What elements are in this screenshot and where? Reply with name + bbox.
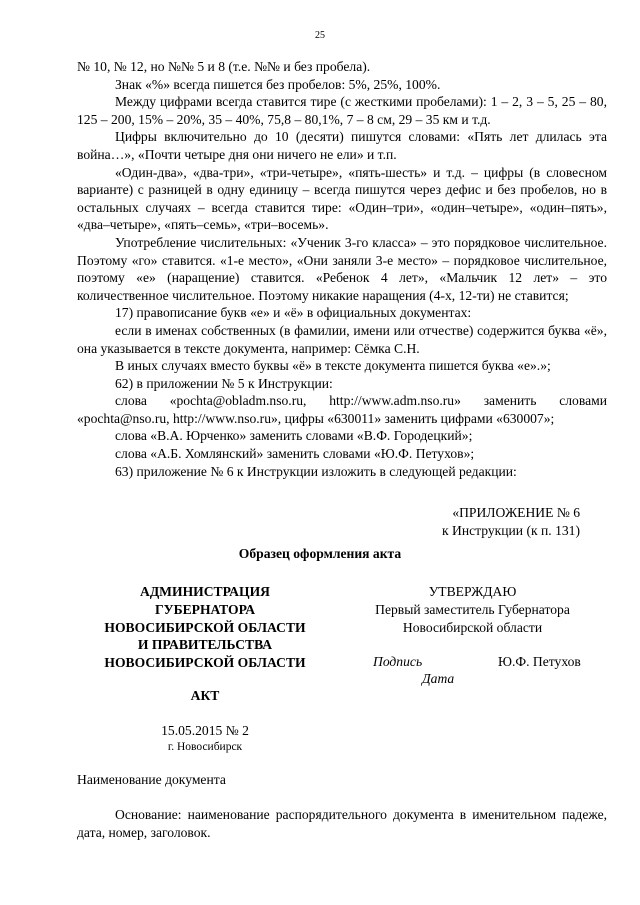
act-city: г. Новосибирск: [167, 741, 243, 753]
appendix-heading: [420, 504, 580, 539]
paragraph: Между цифрами всегда ставится тире (с жесткими пробелами): 1 – 2, 3 – 5, 25 – 80, 125 – 200, 15% – 20%, 35 – 40%, 75,8 – 80,1%, 7 – 8 см, 29 – 35 км и т.д.: [77, 94, 607, 127]
paragraph: «Один-два», «два-три», «три-четыре», «пять-шесть» и т.д. – цифры (в словесном варианте) с разницей в одну единицу – всегда пишутся через дефис и без пробелов, но в остальных случаях – всегда ставится тире: «Один–три», «один–четыре», «один–пять», «два–четыре», «пять–семь», «три–восемь».: [77, 164, 607, 233]
basis-paragraph: Основание: наименование распорядительного документа в именительном падеже, дата, номер, заголовок.: [77, 807, 607, 840]
org-line: НОВОСИБИРСКОЙ ОБЛАСТИ: [104, 655, 306, 671]
paragraph: слова «А.Б. Хомлянский» заменить словами «Ю.Ф. Петухов»;: [115, 446, 475, 462]
appendix-reference: к Инструкции (к п. 131): [442, 522, 580, 538]
paragraph: Знак «%» всегда пишется без пробелов: 5%, 25%, 100%.: [115, 76, 441, 92]
appendix-title: «ПРИЛОЖЕНИЕ № 6: [452, 505, 580, 520]
org-line: И ПРАВИТЕЛЬСТВА: [137, 637, 273, 653]
approval-block: [345, 583, 600, 636]
organization-name: [70, 583, 340, 672]
org-line: АДМИНИСТРАЦИЯ: [140, 584, 270, 599]
paragraph: если в именах собственных (в фамилии, имени или отчестве) содержится буква «ё», она указывается в тексте документа, например: Сёмка С.Н.: [77, 322, 607, 356]
page-number: 25: [315, 30, 325, 41]
instruction-text: [77, 58, 607, 480]
act-title: АКТ: [190, 688, 220, 703]
approval-title: УТВЕРЖДАЮ: [428, 584, 517, 599]
paragraph: Цифры включительно до 10 (десяти) пишутся словами: «Пять лет длилась эта война…», «Почти четыре дня они ничего не ели» и т.п.: [77, 129, 607, 162]
document-name-placeholder: Наименование документа: [77, 772, 226, 787]
paragraph: 62) в приложении № 5 к Инструкции:: [115, 375, 333, 391]
basis-text: [77, 806, 607, 841]
paragraph: В иных случаях вместо буквы «ё» в тексте документа пишется буква «е».»;: [115, 358, 551, 374]
paragraph: 17) правописание букв «е» и «ё» в официальных документах:: [115, 305, 472, 321]
approval-position: Первый заместитель Губернатора: [375, 601, 570, 617]
sample-title: Образец оформления акта: [238, 546, 402, 561]
signature-placeholder: Подпись: [373, 654, 423, 669]
org-line: ГУБЕРНАТОРА: [154, 601, 256, 617]
signer-name: Ю.Ф. Петухов: [498, 654, 581, 669]
approval-position: Новосибирской области: [402, 619, 543, 635]
paragraph: № 10, № 12, но №№ 5 и 8 (т.е. №№ и без пробела).: [77, 59, 371, 74]
paragraph: 63) приложение № 6 к Инструкции изложить в следующей редакции:: [115, 463, 517, 479]
paragraph: слова «pochta@obladm.nso.ru, http://www.adm.nso.ru» заменить словами «pochta@nso.ru, http://www.nso.ru», цифры «630011» заменить цифрами «630007»;: [77, 393, 607, 426]
paragraph: слова «В.А. Юрченко» заменить словами «В.Ф. Городецкий»;: [115, 428, 473, 444]
act-date-number: 15.05.2015 № 2: [161, 723, 249, 738]
paragraph: Употребление числительных: «Ученик 3-го класса» – это порядковое числительное. Поэтому «го» ставится. «1-е место», «Они заняли 3-е место» – порядковое числительное, поэтому «е» (наращение) ставится. «Ребенок 4 лет», «Мальчик 12 лет» – это количественное числительное. Поэтому никакие наращения (4-х, 12-ти) не ставится;: [77, 234, 607, 303]
org-line: НОВОСИБИРСКОЙ ОБЛАСТИ: [104, 619, 306, 635]
date-placeholder: Дата: [422, 671, 455, 686]
